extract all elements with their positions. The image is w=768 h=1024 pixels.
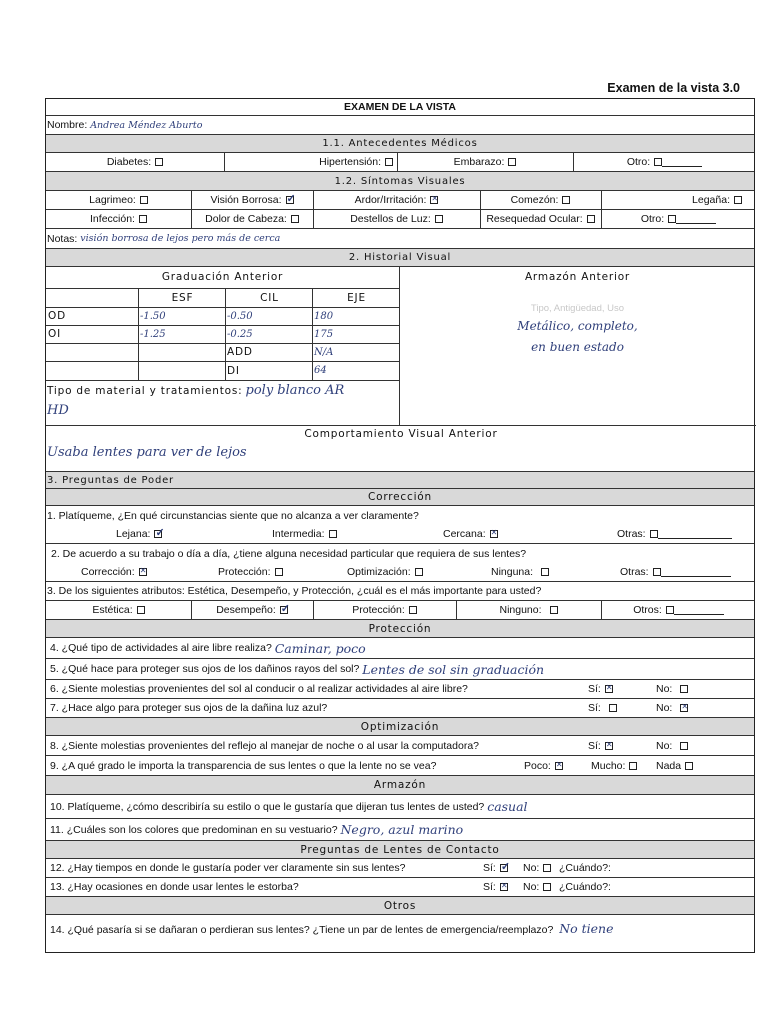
sintomas-row-1 bbox=[46, 191, 754, 210]
dolor-cabeza-option[interactable]: Dolor de Cabeza: bbox=[191, 210, 313, 228]
destellos-checkbox[interactable] bbox=[435, 215, 443, 223]
q14-row bbox=[46, 915, 756, 953]
q6-no[interactable]: No: bbox=[656, 680, 688, 698]
material-value-1[interactable]: poly blanco AR bbox=[245, 383, 345, 398]
oi-eje[interactable]: 175 bbox=[314, 328, 334, 340]
infeccion-option[interactable]: Infección: bbox=[46, 210, 191, 228]
antecedentes-row bbox=[46, 153, 754, 172]
q2-proteccion[interactable]: Protección: bbox=[218, 563, 283, 581]
sintomas-title: 1.2. Síntomas Visuales bbox=[46, 172, 754, 191]
q12-no-checkbox[interactable] bbox=[543, 864, 551, 872]
armazon-anterior-title: Armazón Anterior bbox=[524, 271, 631, 283]
q6-row bbox=[46, 680, 754, 699]
resequedad-checkbox[interactable] bbox=[587, 215, 595, 223]
q3-text: 3. De los siguientes atributos: Estética, Desempeño, y Protección, ¿cuál es el más importante para usted? bbox=[47, 585, 542, 597]
otro-sintoma-option[interactable]: Otro: bbox=[601, 210, 756, 228]
q10-answer[interactable]: casual bbox=[487, 799, 528, 814]
q12-si[interactable]: Sí: ✓ bbox=[483, 859, 508, 877]
oi-label: OI bbox=[48, 328, 61, 340]
q13-row bbox=[46, 878, 754, 897]
q2-optimizacion-checkbox[interactable] bbox=[415, 568, 423, 576]
od-esf[interactable]: -1.50 bbox=[140, 310, 166, 322]
q2-ninguna-checkbox[interactable] bbox=[541, 568, 549, 576]
comezon-option[interactable]: Comezón: bbox=[480, 191, 601, 209]
esf-header: ESF bbox=[171, 292, 194, 304]
q12-no[interactable]: No: bbox=[523, 859, 551, 877]
lagrimeo-option[interactable]: Lagrimeo: bbox=[46, 191, 191, 209]
q13-si[interactable]: Sí: ✕ bbox=[483, 878, 508, 896]
q8-no-checkbox[interactable] bbox=[680, 742, 688, 750]
q1-options bbox=[46, 525, 754, 544]
q9-mucho-checkbox[interactable] bbox=[629, 762, 637, 770]
q12-si-checkbox[interactable] bbox=[500, 864, 508, 872]
q3-proteccion[interactable]: Protección: bbox=[313, 601, 456, 619]
preguntas-title: 3. Preguntas de Poder bbox=[46, 471, 754, 489]
q2-ninguna[interactable]: Ninguna: bbox=[491, 563, 549, 581]
document-title: Examen de la vista 3.0 bbox=[607, 81, 740, 95]
q3-ninguno-checkbox[interactable] bbox=[550, 606, 558, 614]
q3-estetica[interactable]: Estética: bbox=[46, 601, 191, 619]
q12-row bbox=[46, 859, 754, 878]
di-label: DI bbox=[227, 364, 240, 377]
optimizacion-title: Optimización bbox=[46, 718, 754, 736]
comportamiento-section bbox=[46, 425, 756, 472]
q9-poco[interactable]: Poco: ✕ bbox=[524, 756, 563, 775]
q5-text: 5. ¿Qué hace para proteger sus ojos de los dañinos rayos del sol? bbox=[50, 663, 360, 675]
q2-otras-checkbox[interactable] bbox=[653, 568, 661, 576]
q11-row bbox=[46, 819, 754, 841]
q9-nada[interactable]: Nada bbox=[656, 756, 693, 775]
vision-borrosa-option[interactable]: Visión Borrosa: ✓ bbox=[191, 191, 313, 209]
destellos-option[interactable]: Destellos de Luz: bbox=[313, 210, 480, 228]
q6-no-checkbox[interactable] bbox=[680, 685, 688, 693]
q2-correccion-checkbox[interactable] bbox=[139, 568, 147, 576]
q9-poco-checkbox[interactable] bbox=[555, 762, 563, 770]
q13-si-checkbox[interactable] bbox=[500, 883, 508, 891]
cil-header: CIL bbox=[260, 292, 279, 304]
antecedentes-title: 1.1. Antecedentes Médicos bbox=[46, 135, 754, 153]
historial-section bbox=[46, 267, 756, 425]
q12-cuando[interactable]: ¿Cuándo?: bbox=[559, 862, 611, 874]
armazon-placeholder: Tipo, Antigüedad, Uso bbox=[530, 303, 625, 314]
q2-optimizacion[interactable]: Optimización: bbox=[347, 563, 423, 581]
q13-no-checkbox[interactable] bbox=[543, 883, 551, 891]
od-eje[interactable]: 180 bbox=[314, 310, 334, 322]
nombre-label: Nombre: bbox=[47, 119, 88, 131]
otro-antecedente-option[interactable]: Otro: bbox=[573, 153, 756, 171]
q1-otras-blank[interactable] bbox=[658, 529, 732, 539]
od-cil[interactable]: -0.50 bbox=[227, 310, 253, 322]
q3-otros-blank[interactable] bbox=[674, 605, 724, 615]
di-value[interactable]: 64 bbox=[314, 365, 327, 376]
contacto-title: Preguntas de Lentes de Contacto bbox=[46, 841, 754, 859]
q8-si[interactable]: Sí: ✕ bbox=[588, 736, 613, 755]
q3-estetica-checkbox[interactable] bbox=[137, 606, 145, 614]
legana-checkbox[interactable] bbox=[734, 196, 742, 204]
q6-text: 6. ¿Siente molestias provenientes del sol al conducir o al realizar actividades al aire libre? bbox=[50, 683, 468, 695]
add-label: ADD bbox=[227, 346, 253, 358]
resequedad-option[interactable]: Resequedad Ocular: bbox=[480, 210, 601, 228]
correccion-title: Corrección bbox=[46, 489, 754, 506]
otro-sintoma-blank[interactable] bbox=[676, 214, 716, 224]
q8-si-checkbox[interactable] bbox=[605, 742, 613, 750]
q6-si[interactable]: Sí: ✕ bbox=[588, 680, 613, 698]
q3-desempeno[interactable]: Desempeño: ✓ bbox=[191, 601, 313, 619]
q7-si-checkbox[interactable] bbox=[609, 704, 617, 712]
q13-cuando[interactable]: ¿Cuándo?: bbox=[559, 881, 611, 893]
q13-no[interactable]: No: bbox=[523, 878, 551, 896]
graduacion-title: Graduación Anterior bbox=[161, 271, 284, 283]
otro-antecedente-blank[interactable] bbox=[662, 157, 702, 167]
q7-no-checkbox[interactable] bbox=[680, 704, 688, 712]
sintomas-row-2 bbox=[46, 210, 754, 229]
eye-exam-form bbox=[45, 98, 755, 953]
q3-proteccion-checkbox[interactable] bbox=[409, 606, 417, 614]
q11-text: 11. ¿Cuáles son los colores que predominan en su vestuario? bbox=[50, 823, 338, 836]
q8-text: 8. ¿Siente molestias provenientes del reflejo al manejar de noche o al usar la computadora? bbox=[50, 739, 479, 752]
proteccion-title: Protección bbox=[46, 620, 754, 638]
otro-antecedente-checkbox[interactable] bbox=[654, 158, 662, 166]
q5-answer[interactable]: Lentes de sol sin graduación bbox=[362, 661, 545, 677]
q1-lejana[interactable]: Lejana: ✓ bbox=[116, 525, 162, 543]
form-title: EXAMEN DE LA VISTA bbox=[46, 99, 754, 116]
material-label: Tipo de material y tratamientos: bbox=[47, 385, 243, 397]
nombre-row bbox=[46, 116, 754, 135]
embarazo-option[interactable]: Embarazo: bbox=[397, 153, 573, 171]
armazon-value-1[interactable]: Metálico, completo, bbox=[517, 319, 638, 333]
q7-si[interactable]: Sí: bbox=[588, 699, 617, 717]
infeccion-checkbox[interactable] bbox=[139, 215, 147, 223]
comportamiento-value[interactable]: Usaba lentes para ver de lejos bbox=[47, 445, 247, 460]
embarazo-checkbox[interactable] bbox=[508, 158, 516, 166]
q2-row bbox=[46, 544, 754, 563]
material-field bbox=[47, 381, 397, 421]
q10-row bbox=[46, 795, 754, 819]
q2-text: 2. De acuerdo a su trabajo o día a día, ¿tiene alguna necesidad particular que requiera de sus lentes? bbox=[51, 547, 527, 560]
q1-text: 1. Platíqueme, ¿En qué circunstancias siente que no alcanza a ver claramente? bbox=[47, 509, 419, 522]
q3-row bbox=[46, 582, 754, 601]
graduacion-table bbox=[46, 288, 399, 381]
vision-borrosa-checkbox[interactable] bbox=[286, 196, 294, 204]
q1-otras[interactable]: Otras: bbox=[617, 525, 732, 543]
q3-options bbox=[46, 601, 754, 620]
q1-intermedia[interactable]: Intermedia: bbox=[272, 525, 337, 543]
eje-header: EJE bbox=[347, 292, 366, 304]
hipertension-option[interactable]: Hipertensión: bbox=[224, 153, 397, 171]
q12-text: 12. ¿Hay tiempos en donde le gustaría poder ver claramente sin sus lentes? bbox=[50, 862, 406, 874]
q2-options bbox=[46, 563, 754, 582]
notas-label: Notas: bbox=[47, 232, 78, 245]
q13-text: 13. ¿Hay ocasiones en donde usar lentes le estorba? bbox=[50, 881, 299, 893]
q8-no[interactable]: No: bbox=[656, 736, 688, 755]
q5-row bbox=[46, 659, 754, 680]
diabetes-checkbox[interactable] bbox=[155, 158, 163, 166]
comportamiento-title: Comportamiento Visual Anterior bbox=[304, 428, 498, 440]
dolor-cabeza-checkbox[interactable] bbox=[291, 215, 299, 223]
notas-row bbox=[46, 229, 754, 249]
q10-text: 10. Platíqueme, ¿cómo describiría su estilo o que le gustaría que dijeran tus lentes de usted? bbox=[50, 800, 485, 813]
q1-cercana-checkbox[interactable] bbox=[490, 530, 498, 538]
oi-cil[interactable]: -0.25 bbox=[227, 328, 253, 340]
q7-text: 7. ¿Hace algo para proteger sus ojos de la dañina luz azul? bbox=[50, 702, 328, 714]
od-label: OD bbox=[48, 310, 66, 322]
q1-intermedia-checkbox[interactable] bbox=[329, 530, 337, 538]
q2-otras-blank[interactable] bbox=[661, 567, 731, 577]
q9-nada-checkbox[interactable] bbox=[685, 762, 693, 770]
q1-cercana[interactable]: Cercana: ✕ bbox=[443, 525, 498, 543]
q9-row bbox=[46, 756, 754, 776]
historial-title: 2. Historial Visual bbox=[46, 249, 754, 267]
q14-answer[interactable]: No tiene bbox=[559, 921, 614, 936]
oi-esf[interactable]: -1.25 bbox=[140, 328, 166, 340]
q14-text: 14. ¿Qué pasaría si se dañaran o perdieran sus lentes? ¿Tiene un par de lentes de emergencia/reemplazo? bbox=[50, 924, 554, 936]
q9-mucho[interactable]: Mucho: bbox=[591, 756, 637, 775]
q1-lejana-checkbox[interactable] bbox=[154, 530, 162, 538]
armazon-title: Armazón bbox=[46, 776, 754, 795]
comezon-checkbox[interactable] bbox=[562, 196, 570, 204]
hipertension-checkbox[interactable] bbox=[385, 158, 393, 166]
q2-correccion[interactable]: Corrección: ✕ bbox=[81, 563, 147, 581]
q1-otras-checkbox[interactable] bbox=[650, 530, 658, 538]
q3-otros[interactable]: Otros: bbox=[601, 601, 756, 619]
otro-sintoma-checkbox[interactable] bbox=[668, 215, 676, 223]
q8-row bbox=[46, 736, 754, 756]
q3-otros-checkbox[interactable] bbox=[666, 606, 674, 614]
q3-desempeno-checkbox[interactable] bbox=[280, 606, 288, 614]
q4-text: 4. ¿Qué tipo de actividades al aire libre realiza? bbox=[50, 642, 272, 654]
q3-ninguno[interactable]: Ninguno: bbox=[456, 601, 601, 619]
q7-no[interactable]: No: ✕ bbox=[656, 699, 688, 717]
armazon-value-2[interactable]: en buen estado bbox=[531, 340, 624, 354]
q6-si-checkbox[interactable] bbox=[605, 685, 613, 693]
q2-proteccion-checkbox[interactable] bbox=[275, 568, 283, 576]
q7-row bbox=[46, 699, 754, 718]
q4-row bbox=[46, 638, 754, 659]
otros-title: Otros bbox=[46, 897, 754, 915]
material-value-2[interactable]: HD bbox=[47, 403, 69, 418]
legana-option[interactable]: Legaña: bbox=[601, 191, 756, 209]
ardor-option[interactable]: Ardor/Irritación: ✕ bbox=[313, 191, 480, 209]
ardor-checkbox[interactable] bbox=[430, 196, 438, 204]
q2-otras[interactable]: Otras: bbox=[620, 563, 731, 581]
nombre-value[interactable]: Andrea Méndez Aburto bbox=[90, 119, 203, 131]
q4-answer[interactable]: Caminar, poco bbox=[274, 640, 366, 656]
q9-text: 9. ¿A qué grado le importa la transparencia de sus lentes o que la lente no se vea? bbox=[50, 759, 437, 772]
notas-value[interactable]: visión borrosa de lejos pero más de cerca bbox=[80, 233, 281, 244]
q11-answer[interactable]: Negro, azul marino bbox=[340, 822, 464, 837]
q1-row bbox=[46, 506, 754, 525]
diabetes-option[interactable]: Diabetes: bbox=[46, 153, 224, 171]
lagrimeo-checkbox[interactable] bbox=[140, 196, 148, 204]
add-value[interactable]: N/A bbox=[314, 346, 334, 358]
